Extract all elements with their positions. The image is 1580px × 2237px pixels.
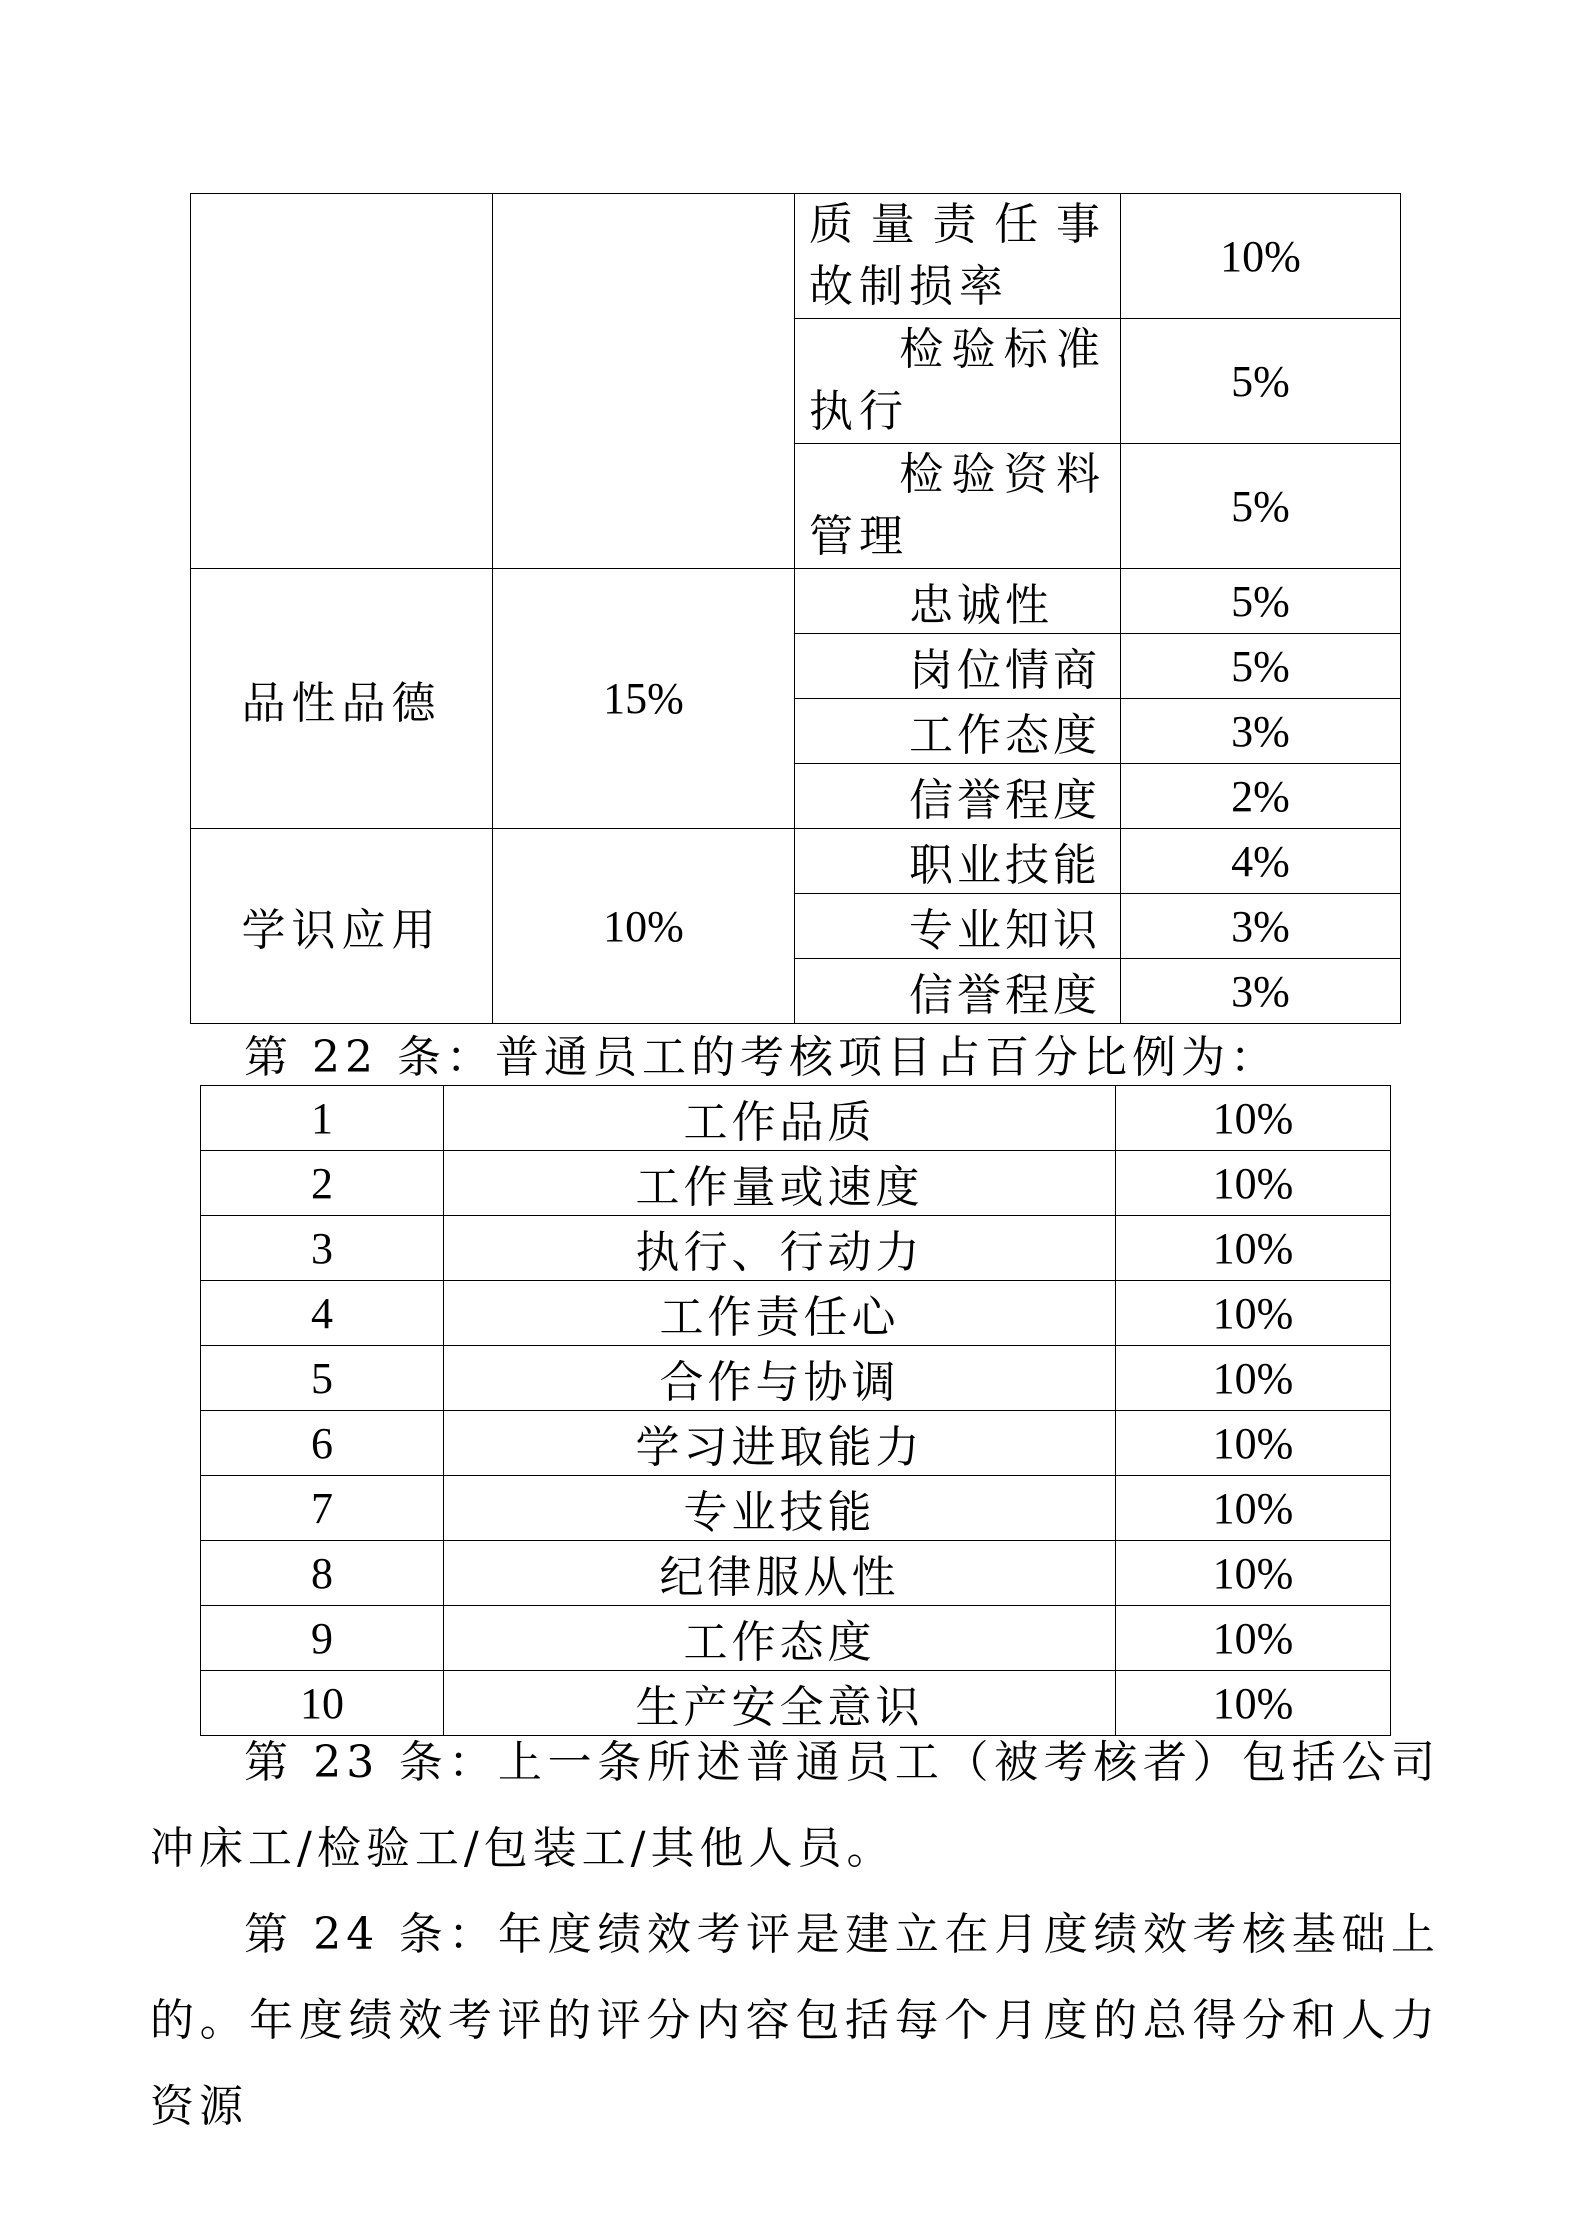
row-number-cell: 7 xyxy=(201,1476,444,1541)
item-cell: 工作责任心 xyxy=(444,1281,1116,1346)
assessment-weight-table xyxy=(190,193,1401,1024)
weight-cell: 10% xyxy=(1116,1671,1391,1736)
item-cell: 学习进取能力 xyxy=(444,1411,1116,1476)
table-row xyxy=(201,1086,1391,1151)
row-number-cell: 3 xyxy=(201,1216,444,1281)
row-number-cell: 6 xyxy=(201,1411,444,1476)
item-cell xyxy=(795,194,1121,319)
item-cell: 工作态度 xyxy=(444,1606,1116,1671)
row-number-cell: 10 xyxy=(201,1671,444,1736)
weight-cell: 2% xyxy=(1121,764,1401,829)
row-number-cell: 2 xyxy=(201,1151,444,1216)
weight-cell: 5% xyxy=(1121,444,1401,569)
weight-cell: 10% xyxy=(1116,1346,1391,1411)
row-number-cell: 5 xyxy=(201,1346,444,1411)
weight-cell: 10% xyxy=(1116,1476,1391,1541)
category-weight-cell: 10% xyxy=(493,829,795,1024)
weight-cell: 10% xyxy=(1121,194,1401,319)
weight-cell: 10% xyxy=(1116,1541,1391,1606)
weight-cell: 4% xyxy=(1121,829,1401,894)
weight-cell: 10% xyxy=(1116,1086,1391,1151)
table-row xyxy=(201,1541,1391,1606)
category-cell xyxy=(191,194,493,569)
weight-cell: 5% xyxy=(1121,319,1401,444)
table-row xyxy=(201,1216,1391,1281)
weight-cell: 5% xyxy=(1121,634,1401,699)
row-number-cell: 1 xyxy=(201,1086,444,1151)
table-row xyxy=(201,1411,1391,1476)
item-cell xyxy=(795,444,1121,569)
item-cell: 岗位情商 xyxy=(795,634,1121,699)
table-row xyxy=(201,1476,1391,1541)
item-cell: 工作量或速度 xyxy=(444,1151,1116,1216)
item-cell: 执行、行动力 xyxy=(444,1216,1116,1281)
weight-cell: 3% xyxy=(1121,959,1401,1024)
weight-cell: 10% xyxy=(1116,1216,1391,1281)
row-number-cell: 8 xyxy=(201,1541,444,1606)
item-cell: 合作与协调 xyxy=(444,1346,1116,1411)
weight-cell: 3% xyxy=(1121,699,1401,764)
category-weight-cell xyxy=(493,194,795,569)
article-22: 第 22 条：普通员工的考核项目占百分比例为： xyxy=(244,1032,1279,1083)
item-cell: 职业技能 xyxy=(795,829,1121,894)
item-label: 检验资料管理 xyxy=(809,449,1106,562)
item-cell: 信誉程度 xyxy=(795,959,1121,1024)
item-cell: 工作品质 xyxy=(444,1086,1116,1151)
table-row xyxy=(191,194,1401,319)
category-weight-cell: 15% xyxy=(493,569,795,829)
row-number-cell: 9 xyxy=(201,1606,444,1671)
item-cell: 生产安全意识 xyxy=(444,1671,1116,1736)
weight-cell: 10% xyxy=(1116,1411,1391,1476)
article-24: 第 24 条：年度绩效考评是建立在月度绩效考核基础上的。年度绩效考评的评分内容包括每个月度的总得分和人力资源 xyxy=(150,1909,1440,2132)
weight-cell: 10% xyxy=(1116,1281,1391,1346)
item-cell: 信誉程度 xyxy=(795,764,1121,829)
weight-cell: 5% xyxy=(1121,569,1401,634)
category-cell: 品性品德 xyxy=(191,569,493,829)
table-row xyxy=(201,1281,1391,1346)
item-cell: 专业技能 xyxy=(444,1476,1116,1541)
item-cell: 专业知识 xyxy=(795,894,1121,959)
table-row xyxy=(201,1606,1391,1671)
weight-cell: 10% xyxy=(1116,1151,1391,1216)
staff-assessment-table xyxy=(200,1085,1391,1736)
table-row xyxy=(201,1151,1391,1216)
item-label: 质量责任事故制损率 xyxy=(809,199,1106,312)
table-row xyxy=(201,1346,1391,1411)
item-cell: 工作态度 xyxy=(795,699,1121,764)
table-row xyxy=(191,569,1401,634)
article-23: 第 23 条：上一条所述普通员工（被考核者）包括公司冲床工/检验工/包装工/其他人员。 xyxy=(150,1737,1440,1874)
item-cell xyxy=(795,319,1121,444)
weight-cell: 3% xyxy=(1121,894,1401,959)
weight-cell: 10% xyxy=(1116,1606,1391,1671)
category-cell: 学识应用 xyxy=(191,829,493,1024)
table-row xyxy=(191,829,1401,894)
item-cell: 忠诚性 xyxy=(795,569,1121,634)
item-cell: 纪律服从性 xyxy=(444,1541,1116,1606)
row-number-cell: 4 xyxy=(201,1281,444,1346)
item-label: 检验标准执行 xyxy=(809,324,1106,437)
